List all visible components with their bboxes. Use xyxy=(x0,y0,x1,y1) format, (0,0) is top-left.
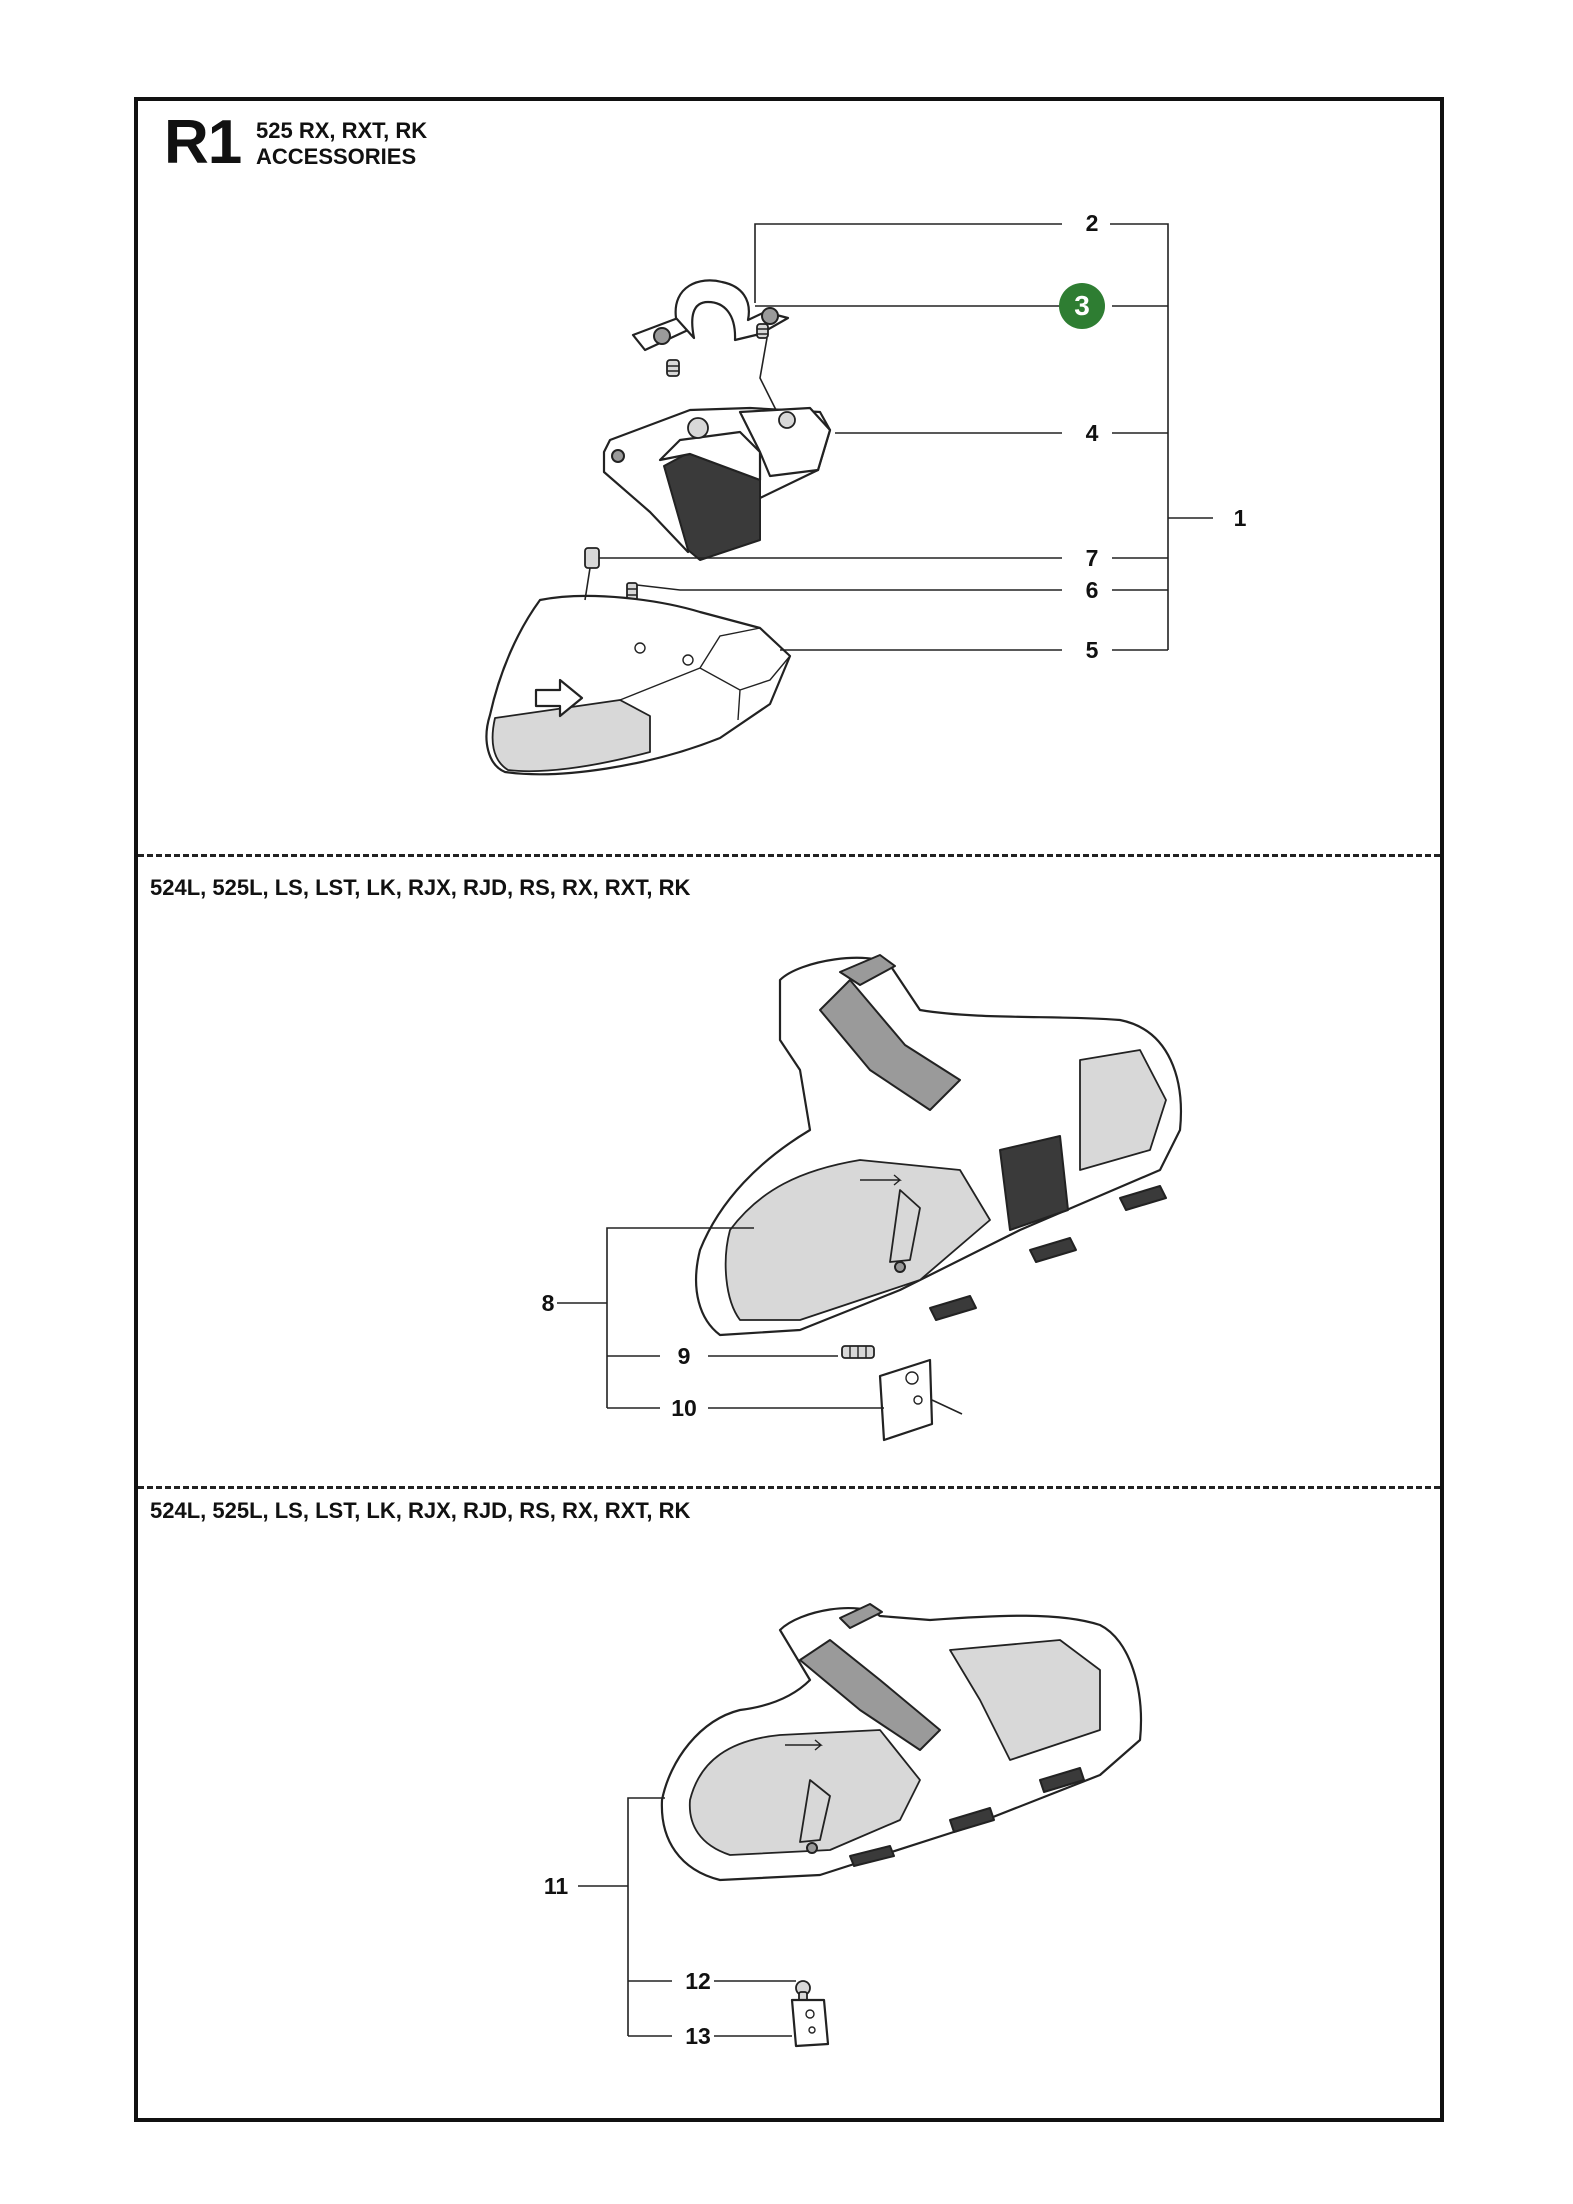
callout-13: 13 xyxy=(685,2023,711,2049)
plate xyxy=(880,1360,932,1440)
section-1-illustration xyxy=(486,210,1246,774)
section-2-models: 524L, 525L, LS, LST, LK, RJX, RJD, RS, RX, RXT, RK xyxy=(150,875,691,900)
callout-7: 7 xyxy=(1085,545,1099,571)
callout-1: 1 xyxy=(1233,505,1247,531)
callout-10: 10 xyxy=(671,1395,697,1421)
clamp-base xyxy=(604,408,830,560)
clamp-bracket xyxy=(633,280,788,376)
callout-12: 12 xyxy=(685,1968,711,1994)
section-3-models: 524L, 525L, LS, LST, LK, RJX, RJD, RS, RX, RXT, RK xyxy=(150,1498,691,1523)
spacer xyxy=(585,548,599,568)
trimmer-guard xyxy=(486,596,790,774)
header-models: 525 RX, RXT, RK xyxy=(256,118,428,143)
grass-guard-large xyxy=(696,955,1181,1335)
section-2-illustration xyxy=(542,955,1181,1440)
callout-9: 9 xyxy=(677,1343,691,1369)
page-code: R1 xyxy=(164,108,242,177)
callout-8: 8 xyxy=(541,1290,555,1316)
callout-6: 6 xyxy=(1085,577,1099,603)
section-3-illustration xyxy=(544,1604,1141,2049)
callout-5: 5 xyxy=(1085,637,1099,663)
callout-3: 3 xyxy=(1074,290,1090,321)
callout-11: 11 xyxy=(543,1873,569,1899)
header-title: ACCESSORIES xyxy=(256,144,417,169)
nut-plate xyxy=(792,2000,828,2046)
callout-4: 4 xyxy=(1085,420,1099,446)
callout-2: 2 xyxy=(1085,210,1099,236)
grass-guard xyxy=(662,1604,1141,1880)
